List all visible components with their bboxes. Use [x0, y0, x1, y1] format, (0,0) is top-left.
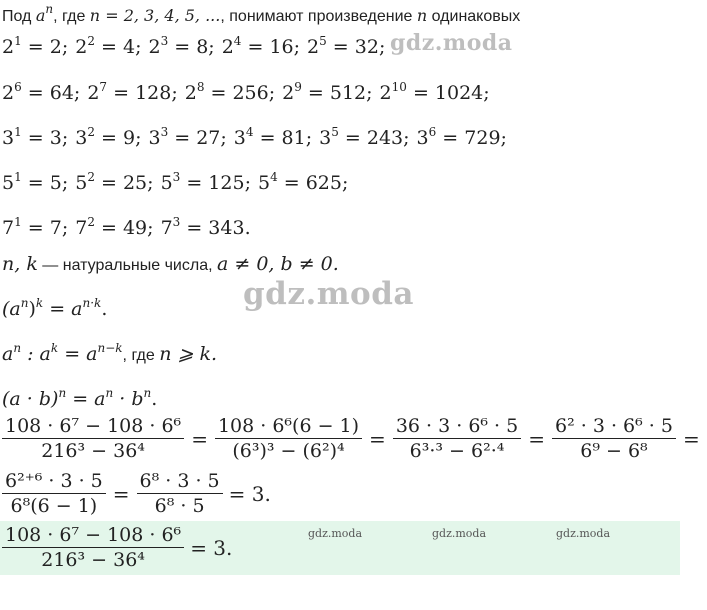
power-exponent: 8 [196, 80, 205, 94]
power-result: 343 [208, 217, 245, 239]
powers-row [2, 172, 355, 194]
power-equals: = [168, 36, 197, 58]
power-base: 2 [282, 82, 295, 104]
power-separator: ; [135, 127, 142, 149]
power-equals: = [241, 36, 270, 58]
fraction-2-num: 108 · 6⁶(6 − 1) [215, 415, 362, 439]
rule-division [2, 343, 217, 365]
power-exponent: 4 [270, 170, 278, 184]
power-base: 2 [379, 82, 392, 104]
power-exponent: 3 [172, 215, 181, 229]
fraction-5-den: 6⁸(6 − 1) [10, 495, 98, 517]
power-result: 5 [49, 172, 62, 194]
power-equals: = [21, 127, 50, 149]
power-exponent: 2 [87, 215, 95, 229]
intro-where: , где [53, 8, 90, 25]
natural-text: — натуральные числа, [37, 257, 217, 274]
intro-line [2, 2, 521, 26]
power-result: 4 [122, 36, 136, 58]
rule1-eq: = a [43, 298, 83, 320]
power-equation [75, 172, 153, 194]
watermark-small-2: gdz.moda [432, 527, 487, 540]
power-separator: ; [147, 172, 154, 194]
rule2-where: , где [122, 347, 160, 364]
power-separator: ; [135, 36, 142, 58]
power-equals: = [107, 82, 136, 104]
powers-row [2, 127, 514, 149]
watermark-top: gdz.moda [390, 30, 513, 56]
power-equals: = [180, 217, 209, 239]
power-exponent: 1 [14, 215, 22, 229]
rule1-base: (a [2, 298, 21, 320]
power-separator: ; [366, 82, 373, 104]
power-base: 2 [307, 36, 320, 58]
power-exponent: 3 [160, 125, 169, 139]
power-separator: ; [61, 127, 69, 149]
rule2-exp: n−k [97, 341, 123, 355]
power-equation [234, 127, 312, 149]
rule3-end: . [151, 388, 158, 410]
power-separator: ; [220, 127, 227, 149]
power-equals: = [168, 127, 197, 149]
equals-sign: = [528, 426, 545, 451]
fraction-4 [552, 415, 676, 462]
power-equation [222, 36, 300, 58]
calc-line-2 [2, 470, 278, 517]
power-exponent: 6 [14, 80, 22, 94]
power-equals: = [326, 36, 355, 58]
power-equals: = [21, 82, 50, 104]
power-exponent: 7 [99, 80, 108, 94]
power-result: 7 [49, 217, 62, 239]
power-equals: = [21, 217, 50, 239]
power-result: 27 [196, 127, 221, 149]
power-exponent: 3 [160, 34, 169, 48]
fraction-5-num: 6²⁺⁶ · 3 · 5 [2, 470, 106, 494]
answer-num: 108 · 6⁷ − 108 · 6⁶ [2, 524, 184, 548]
calc-line-1 [2, 415, 707, 462]
fraction-1 [2, 415, 184, 462]
power-exponent: 2 [87, 170, 95, 184]
rule3-n: n [58, 386, 67, 400]
rule1-end: . [101, 298, 108, 320]
power-result: 81 [281, 127, 306, 149]
power-result: 256 [232, 82, 269, 104]
power-base: 2 [148, 36, 161, 58]
power-result: 25 [122, 172, 148, 194]
power-equation [148, 36, 214, 58]
rule3-n2: n [105, 386, 114, 400]
power-equation [282, 82, 372, 104]
power-result: 2 [49, 36, 62, 58]
power-base: 3 [148, 127, 161, 149]
power-separator: ; [147, 217, 154, 239]
power-base: 5 [2, 172, 15, 194]
power-equation [75, 127, 141, 149]
power-exponent: 5 [331, 125, 339, 139]
rule2-div: : a [21, 343, 51, 365]
watermark-small-1: gdz.moda [308, 527, 363, 540]
power-equals: = [204, 82, 233, 104]
power-base: 3 [319, 127, 332, 149]
intro-comma-text: , понимают произведение [220, 8, 417, 25]
fraction-6 [137, 470, 223, 517]
power-equals: = [21, 172, 50, 194]
power-equation [185, 82, 275, 104]
power-equation [87, 82, 177, 104]
power-base: 2 [2, 82, 15, 104]
power-base: 2 [184, 82, 197, 104]
fraction-3-den: 6³·³ − 6²·⁴ [409, 440, 505, 462]
rule1-k: k [35, 296, 44, 310]
power-exponent: 10 [391, 80, 407, 94]
power-result: 243 [366, 127, 404, 149]
power-equals: = [406, 82, 435, 104]
power-base: 5 [75, 172, 88, 194]
power-base: 5 [160, 172, 173, 194]
power-equals: = [436, 127, 465, 149]
rule2-n: n [13, 341, 22, 355]
rule3-left: (a · b) [2, 388, 59, 410]
power-separator: ; [305, 127, 313, 149]
equals-sign: = [682, 426, 700, 451]
power-separator: ; [483, 82, 490, 104]
power-exponent: 3 [172, 170, 181, 184]
rule2-eq: = a [58, 343, 98, 365]
natural-line [2, 253, 339, 275]
power-base: 2 [221, 36, 234, 58]
power-equation [161, 217, 251, 239]
fraction-4-num: 6² · 3 · 6⁶ · 5 [552, 415, 676, 439]
power-equals: = [338, 127, 367, 149]
power-equals: = [301, 82, 330, 104]
power-equation [258, 172, 348, 194]
power-base: 3 [2, 127, 15, 149]
power-separator: . [244, 217, 251, 239]
power-separator: ; [61, 36, 69, 58]
fraction-2 [215, 415, 362, 462]
equals-sign: = [369, 426, 386, 451]
rule2-left: a [2, 343, 14, 365]
power-separator: ; [208, 36, 215, 58]
equals-sign: = [112, 481, 130, 506]
power-result: 64 [49, 82, 74, 104]
fraction-4-den: 6⁹ − 6⁸ [580, 440, 648, 462]
power-separator: ; [341, 172, 349, 194]
rule-power-of-power [2, 298, 107, 320]
power-separator: ; [268, 82, 276, 104]
power-result: 16 [269, 36, 294, 58]
power-result: 1024 [434, 82, 484, 104]
fraction-6-den: 6⁸ · 5 [154, 495, 205, 517]
powers-row [2, 217, 258, 239]
power-base: 3 [416, 127, 429, 149]
rule3-n3: n [143, 386, 152, 400]
power-base: 3 [75, 127, 88, 149]
power-equals: = [94, 172, 123, 194]
power-equals: = [180, 172, 209, 194]
power-equation [161, 172, 251, 194]
fraction-2-den: (6³)³ − (6²)⁴ [232, 440, 345, 462]
power-result: 125 [208, 172, 245, 194]
intro-n-sup: n [45, 2, 54, 16]
power-exponent: 5 [319, 34, 327, 48]
power-result: 3 [49, 127, 62, 149]
power-result: 49 [122, 217, 148, 239]
power-separator: ; [293, 36, 301, 58]
power-exponent: 9 [294, 80, 302, 94]
power-exponent: 4 [245, 125, 254, 139]
power-base: 2 [75, 36, 88, 58]
power-equation [2, 127, 68, 149]
power-equals: = [21, 36, 50, 58]
power-equation [380, 82, 490, 104]
rule1-close: ) [28, 298, 36, 320]
power-equation [417, 127, 507, 149]
power-result: 512 [329, 82, 367, 104]
rule2-k: k [50, 341, 59, 355]
power-separator: ; [403, 127, 410, 149]
power-equals: = [253, 127, 282, 149]
power-separator: ; [171, 82, 178, 104]
power-equation [307, 36, 385, 58]
calc-result: = 3. [228, 481, 271, 506]
power-equation [2, 172, 68, 194]
power-exponent: 2 [87, 34, 95, 48]
power-base: 7 [160, 217, 173, 239]
power-equals: = [277, 172, 306, 194]
power-result: 32 [354, 36, 379, 58]
fraction-3-num: 36 · 3 · 6⁶ · 5 [393, 415, 521, 439]
power-equation [75, 36, 141, 58]
power-equation [148, 127, 226, 149]
rule1-exp: n·k [82, 296, 102, 310]
intro-n: n [89, 6, 101, 25]
power-exponent: 4 [233, 34, 242, 48]
power-base: 5 [257, 172, 271, 194]
power-result: 128 [135, 82, 172, 104]
power-separator: ; [61, 172, 69, 194]
equals-sign: = [191, 426, 208, 451]
watermark-small-3: gdz.moda [556, 527, 611, 540]
power-separator: ; [378, 36, 386, 58]
power-exponent: 1 [14, 125, 22, 139]
intro-prefix: Под [2, 8, 36, 25]
power-result: 625 [305, 172, 342, 194]
power-equals: = [94, 217, 123, 239]
power-equation [319, 127, 409, 149]
natural-cond: a ≠ 0, b ≠ 0. [217, 253, 339, 275]
rule3-eq: = a [66, 388, 106, 410]
answer-result: = 3. [190, 535, 233, 560]
power-exponent: 2 [87, 125, 95, 139]
power-equals: = [94, 127, 123, 149]
power-equals: = [94, 36, 123, 58]
power-base: 7 [75, 217, 88, 239]
answer-den: 216³ − 36⁴ [41, 549, 145, 571]
fraction-5 [2, 470, 106, 517]
intro-n2: n [416, 6, 428, 25]
intro-a: a [35, 6, 46, 25]
power-equation [2, 36, 68, 58]
fraction-1-num: 108 · 6⁷ − 108 · 6⁶ [2, 415, 184, 439]
power-separator: ; [244, 172, 251, 194]
power-exponent: 1 [14, 170, 22, 184]
power-equation [75, 217, 153, 239]
power-equation [2, 82, 80, 104]
power-base: 7 [2, 217, 15, 239]
power-separator: ; [73, 82, 81, 104]
natural-vars: n, k [2, 253, 38, 275]
power-result: 8 [196, 36, 209, 58]
power-equation [2, 217, 68, 239]
intro-tail: одинаковых [427, 8, 521, 25]
intro-n-values: = 2, 3, 4, 5, ... [100, 6, 221, 25]
answer-fraction [2, 524, 184, 571]
powers-row [2, 82, 497, 104]
power-base: 2 [87, 82, 100, 104]
power-exponent: 1 [14, 34, 22, 48]
power-base: 3 [233, 127, 246, 149]
rule-product-power [2, 388, 157, 410]
power-result: 9 [122, 127, 136, 149]
power-base: 2 [2, 36, 15, 58]
rule1-n: n [20, 296, 29, 310]
powers-row [2, 36, 392, 58]
fraction-6-num: 6⁸ · 3 · 5 [137, 470, 223, 494]
fraction-1-den: 216³ − 36⁴ [41, 440, 145, 462]
fraction-3 [393, 415, 521, 462]
power-result: 729 [464, 127, 501, 149]
power-exponent: 6 [428, 125, 437, 139]
power-separator: ; [61, 217, 69, 239]
answer-line [2, 524, 239, 571]
watermark-middle: gdz.moda [243, 276, 414, 312]
rule3-dot: · b [113, 388, 144, 410]
power-separator: ; [500, 127, 507, 149]
rule2-cond: n ⩾ k. [159, 343, 218, 365]
